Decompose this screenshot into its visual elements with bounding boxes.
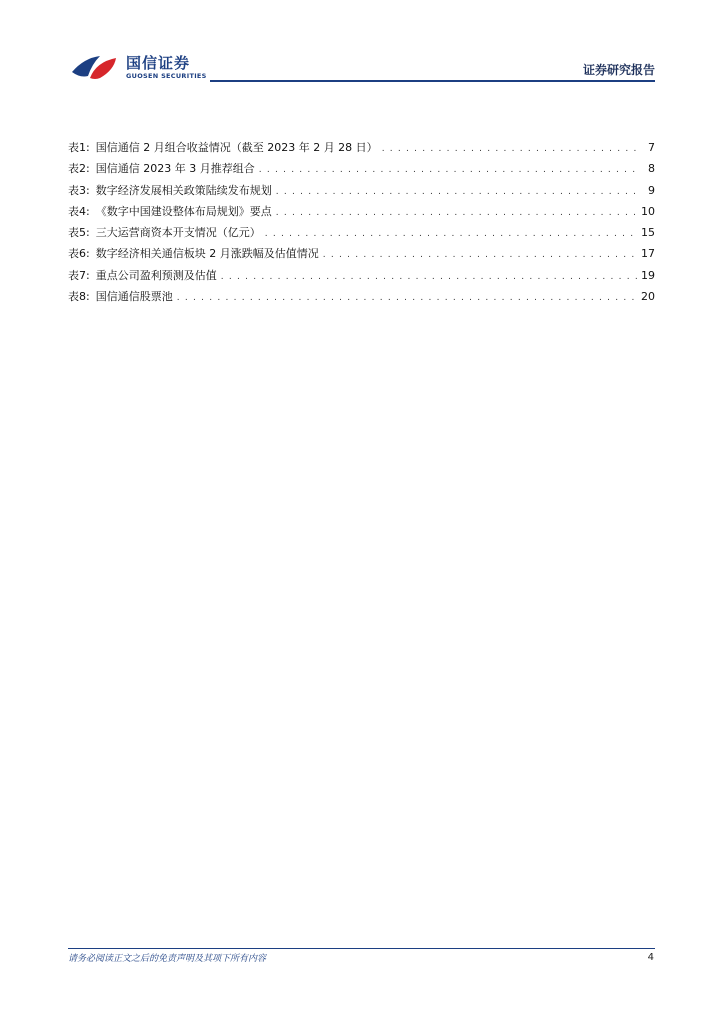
toc-entry-label: 表6: bbox=[68, 247, 90, 261]
page-number: 4 bbox=[647, 952, 654, 963]
toc-entry-label: 表8: bbox=[68, 290, 90, 304]
toc-entry-page: 8 bbox=[648, 162, 655, 176]
toc-dot-leader bbox=[265, 229, 637, 239]
company-logo bbox=[70, 52, 210, 84]
page-header bbox=[0, 0, 724, 90]
toc-entry-2[interactable] bbox=[68, 160, 655, 181]
toc-entry-page: 15 bbox=[641, 226, 655, 240]
toc-entry-label: 表7: bbox=[68, 268, 90, 282]
toc-entry-label: 表3: bbox=[68, 183, 90, 197]
toc-dot-leader bbox=[221, 272, 637, 282]
toc-entry-title: 三大运营商资本开支情况（亿元） bbox=[95, 226, 261, 240]
toc-entry-page: 20 bbox=[641, 290, 655, 304]
toc-entry-5[interactable] bbox=[68, 224, 655, 245]
toc-entry-page: 7 bbox=[648, 141, 655, 154]
brand-name-cn: 国信证券 bbox=[126, 54, 191, 72]
toc-dot-leader bbox=[323, 250, 637, 260]
toc-entry-page: 17 bbox=[641, 247, 655, 261]
toc-entry-page: 19 bbox=[641, 268, 655, 282]
toc-dot-leader bbox=[177, 293, 637, 303]
brand-name-en: GUOSEN SECURITIES bbox=[126, 72, 207, 80]
table-of-tables bbox=[68, 139, 655, 309]
toc-entry-4[interactable] bbox=[68, 203, 655, 224]
toc-entry-title: 国信通信股票池 bbox=[95, 290, 173, 304]
toc-dot-leader bbox=[276, 208, 637, 218]
toc-entry-label: 表1: bbox=[68, 141, 90, 154]
toc-entry-label: 表2: bbox=[68, 162, 90, 176]
report-type-label: 证券研究报告 bbox=[582, 63, 655, 77]
toc-entry-title: 国信通信 2 月组合收益情况（截至 2023 年 2 月 28 日） bbox=[95, 141, 378, 154]
toc-entry-1[interactable] bbox=[68, 139, 655, 160]
disclaimer-note: 请务必阅读正文之后的免责声明及其项下所有内容 bbox=[68, 954, 267, 964]
toc-entry-page: 10 bbox=[641, 204, 655, 218]
footer-divider bbox=[68, 948, 655, 949]
toc-entry-6[interactable] bbox=[68, 245, 655, 266]
toc-dot-leader bbox=[259, 165, 639, 175]
toc-entry-title: 数字经济发展相关政策陆续发布规划 bbox=[95, 183, 272, 197]
guosen-logo-icon bbox=[70, 52, 122, 82]
toc-entry-title: 《数字中国建设整体布局规划》要点 bbox=[95, 204, 272, 218]
toc-entry-title: 数字经济相关通信板块 2 月涨跌幅及估值情况 bbox=[95, 247, 319, 261]
toc-entry-label: 表4: bbox=[68, 204, 90, 218]
toc-dot-leader bbox=[382, 144, 639, 154]
toc-entry-label: 表5: bbox=[68, 226, 90, 240]
toc-entry-8[interactable] bbox=[68, 288, 655, 309]
toc-entry-title: 国信通信 2023 年 3 月推荐组合 bbox=[95, 162, 255, 176]
toc-entry-page: 9 bbox=[648, 183, 655, 197]
toc-entry-7[interactable] bbox=[68, 267, 655, 288]
header-divider bbox=[210, 80, 655, 82]
toc-entry-3[interactable] bbox=[68, 182, 655, 203]
toc-entry-title: 重点公司盈利预测及估值 bbox=[95, 268, 217, 282]
toc-dot-leader bbox=[276, 187, 639, 197]
